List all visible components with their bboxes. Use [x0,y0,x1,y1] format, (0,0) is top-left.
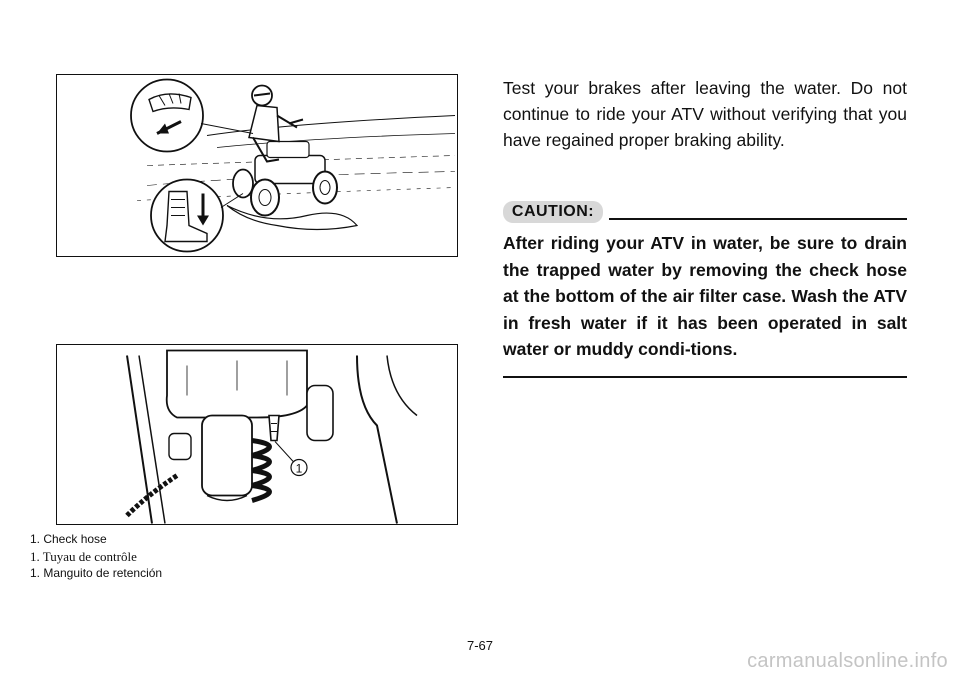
intro-paragraph: Test your brakes after leaving the water. Do not continue to ride your ATV without verifying that you have regained proper braking ability. [503,78,907,150]
boot-brake-pedal-icon [165,192,209,242]
figure-captions [30,531,162,582]
caution-badge: CAUTION: [503,201,603,223]
atv-rider-illustration [57,75,457,256]
check-hose-photo [56,344,458,525]
caption-french: 1. Tuyau de contrôle [30,549,137,564]
caution-end-rule [503,376,907,378]
page-number: 7-67 [466,638,494,653]
caution-header [503,201,907,225]
caution-paragraph: After riding your ATV in water, be sure to drain the trapped water by removing the check hose at the bottom of the air filter case. Wash the ATV in fresh water if it has been operated in salt water or muddy condi-tions. [503,233,907,359]
engine-underside-illustration [57,345,457,524]
caption-english: 1. Check hose [30,532,107,546]
caption-spanish: 1. Manguito de retención [30,566,163,580]
atv-water-illustration [56,74,458,257]
caution-rule [609,218,907,220]
callout-label: 1 [295,461,303,476]
watermark-link[interactable]: carmanualsonline.info [747,650,948,672]
